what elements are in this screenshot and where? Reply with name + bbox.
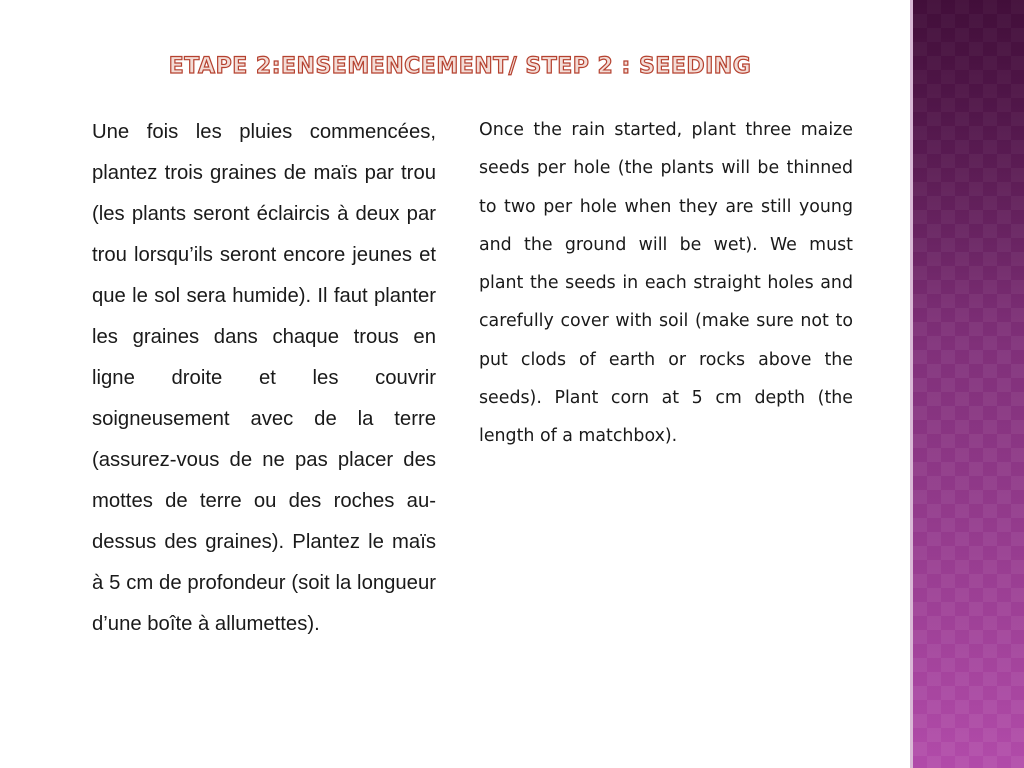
french-text-column: Une fois les pluies commencées, plantez trois graines de maïs par trou (les plants seront éclaircis à deux par trou lorsqu’ils seront encore jeunes et que le sol sera humide). Il faut planter les graines dans chaque trous en ligne droite et les couvrir soigneusement avec de la terre (assurez-vous de ne pas placer des mottes de terre ou des roches au-dessus des graines). Plantez le maïs à 5 cm de profondeur (soit la longueur d’une boîte à allumettes). — [92, 121, 436, 635]
english-text-column: Once the rain started, plant three maize seeds per hole (the plants will be thinned to two per hole when they are still young and the ground will be wet). We must plant the seeds in each straight holes and carefully cover with soil (make sure not to put clods of earth or rocks above the seeds). Plant corn at 5 cm depth (the length of a matchbox). — [479, 120, 853, 447]
slide-title: ETAPE 2:ENSEMENCEMENT/ STEP 2 : SEEDING — [168, 54, 752, 79]
decorative-side-band — [913, 0, 1024, 768]
